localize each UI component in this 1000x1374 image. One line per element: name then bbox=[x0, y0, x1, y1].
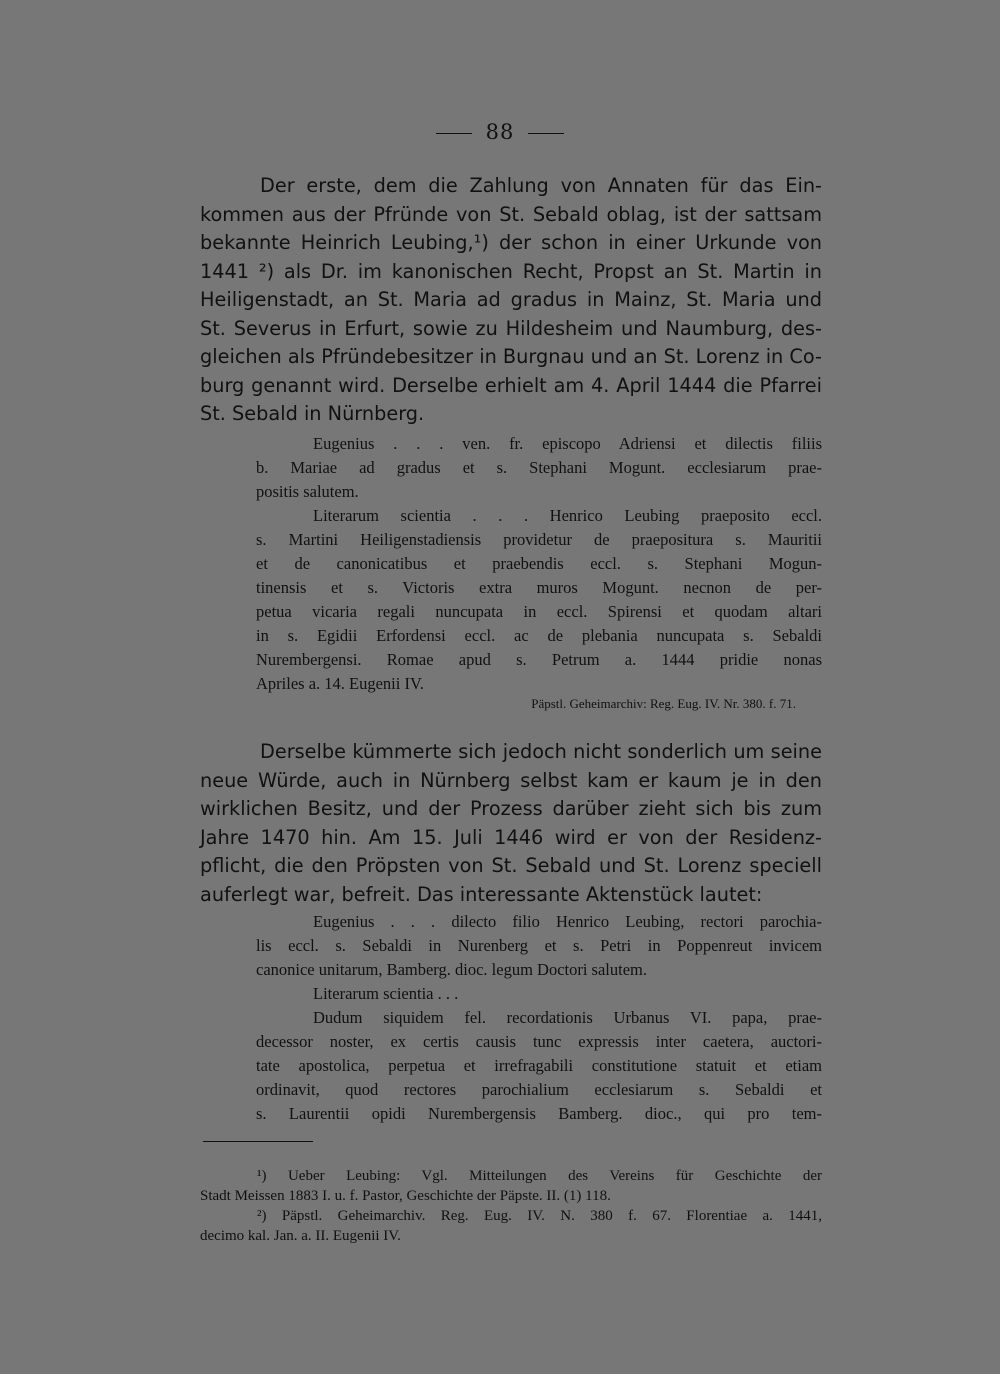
page-number: 88 bbox=[485, 120, 515, 144]
footnote-line: ²) Päpstl. Geheimarchiv. Reg. Eug. IV. N. 380 f. 67. Florentiae a. 1441, bbox=[257, 1208, 822, 1224]
quote-line: s. Martini Heiligenstadiensis providetur de praepositura s. Mauritii bbox=[256, 530, 822, 549]
quote-line: Literarum scientia . . . bbox=[313, 984, 459, 1003]
text-line: St. Severus in Erfurt, sowie zu Hildesheim und Naumburg, des- bbox=[200, 316, 822, 340]
quote-1 bbox=[256, 432, 822, 696]
quote-line: tinensis et s. Victoris extra muros Mogunt. necnon de per- bbox=[256, 578, 822, 597]
text-line: 1441 ²) als Dr. im kanonischen Recht, Propst an St. Martin in bbox=[200, 259, 822, 283]
text-line: gleichen als Pfründebesitzer in Burgnau und an St. Lorenz in Co- bbox=[200, 345, 822, 368]
text-line: neue Würde, auch in Nürnberg selbst kam er kaum je in den bbox=[200, 768, 822, 792]
text-line: St. Sebald in Nürnberg. bbox=[200, 402, 425, 425]
text-line: pflicht, die den Pröpsten von St. Sebald und St. Lorenz speciell bbox=[200, 854, 822, 877]
quote-line: Nurembergensi. Romae apud s. Petrum a. 1444 pridie nonas bbox=[256, 650, 822, 669]
quote-line: Dudum siquidem fel. recordationis Urbanus VI. papa, prae- bbox=[313, 1008, 822, 1027]
quote-line: et de canonicatibus et praebendis eccl. s. Stephani Mogun- bbox=[256, 554, 822, 573]
quote-line: Eugenius . . . dilecto filio Henrico Leubing, rectori parochia- bbox=[313, 912, 822, 931]
text-line: kommen aus der Pfründe von St. Sebald oblag, ist der sattsam bbox=[200, 202, 822, 226]
quote-line: ordinavit, quod rectores parochialium ecclesiarum s. Sebaldi et bbox=[256, 1080, 822, 1099]
footnote-line: ¹) Ueber Leubing: Vgl. Mitteilungen des Vereins für Geschichte der bbox=[257, 1168, 822, 1184]
text-line: Jahre 1470 hin. Am 15. Juli 1446 wird er von der Residenz- bbox=[200, 825, 822, 849]
text-line: burg genannt wird. Derselbe erhielt am 4. April 1444 die Pfarrei bbox=[200, 373, 822, 397]
footnote-separator bbox=[203, 1141, 313, 1142]
page-header bbox=[0, 120, 1000, 144]
text-line: Der erste, dem die Zahlung von Annaten für das Ein- bbox=[260, 174, 822, 197]
header-dash-left bbox=[436, 133, 472, 134]
text-line: bekannte Heinrich Leubing,¹) der schon in einer Urkunde von bbox=[200, 231, 822, 254]
quote-line: Apriles a. 14. Eugenii IV. bbox=[256, 674, 424, 693]
quote-line: petua vicaria regali nuncupata in eccl. Spirensi et quodam altari bbox=[256, 602, 822, 621]
quote-line: in s. Egidii Erfordensi eccl. ac de plebania nuncupata s. Sebaldi bbox=[256, 626, 822, 645]
text-line: wirklichen Besitz, und der Prozess darüber zieht sich bis zum bbox=[200, 797, 822, 820]
quote-line: tate apostolica, perpetua et irrefragabili constitutione statuit et etiam bbox=[256, 1056, 822, 1075]
header-dash-right bbox=[528, 133, 564, 134]
quote-line: Literarum scientia . . . Henrico Leubing praeposito eccl. bbox=[313, 506, 822, 525]
quote-line: positis salutem. bbox=[256, 482, 359, 501]
quote-line: s. Laurentii opidi Nurembergensis Bamberg. dioc., qui pro tem- bbox=[256, 1104, 822, 1123]
paragraph-2 bbox=[200, 738, 822, 909]
text-line: Heiligenstadt, an St. Maria ad gradus in Mainz, St. Maria und bbox=[200, 288, 822, 311]
quote-line: Eugenius . . . ven. fr. episcopo Adriensi et dilectis filiis bbox=[313, 434, 822, 453]
text-line: Derselbe kümmerte sich jedoch nicht sonderlich um seine bbox=[260, 740, 822, 763]
footnote-line: decimo kal. Jan. a. II. Eugenii IV. bbox=[200, 1228, 401, 1244]
footnote-line: Stadt Meissen 1883 I. u. f. Pastor, Geschichte der Päpste. II. (1) 118. bbox=[200, 1188, 611, 1204]
source-citation: Päpstl. Geheimarchiv: Reg. Eug. IV. Nr. 380. f. 71. bbox=[531, 696, 796, 711]
footnotes bbox=[200, 1166, 822, 1246]
paragraph-1 bbox=[200, 172, 822, 429]
quote-line: decessor noster, ex certis causis tunc expressis inter caetera, auctori- bbox=[256, 1032, 822, 1051]
quote-line: b. Mariae ad gradus et s. Stephani Mogunt. ecclesiarum prae- bbox=[256, 458, 822, 477]
text-line: auferlegt war, befreit. Das interessante Aktenstück lautet: bbox=[200, 882, 763, 906]
quote-line: canonice unitarum, Bamberg. dioc. legum Doctori salutem. bbox=[256, 960, 648, 979]
quote-2 bbox=[256, 910, 822, 1126]
quote-line: lis eccl. s. Sebaldi in Nurenberg et s. Petri in Poppenreut invicem bbox=[256, 936, 822, 955]
